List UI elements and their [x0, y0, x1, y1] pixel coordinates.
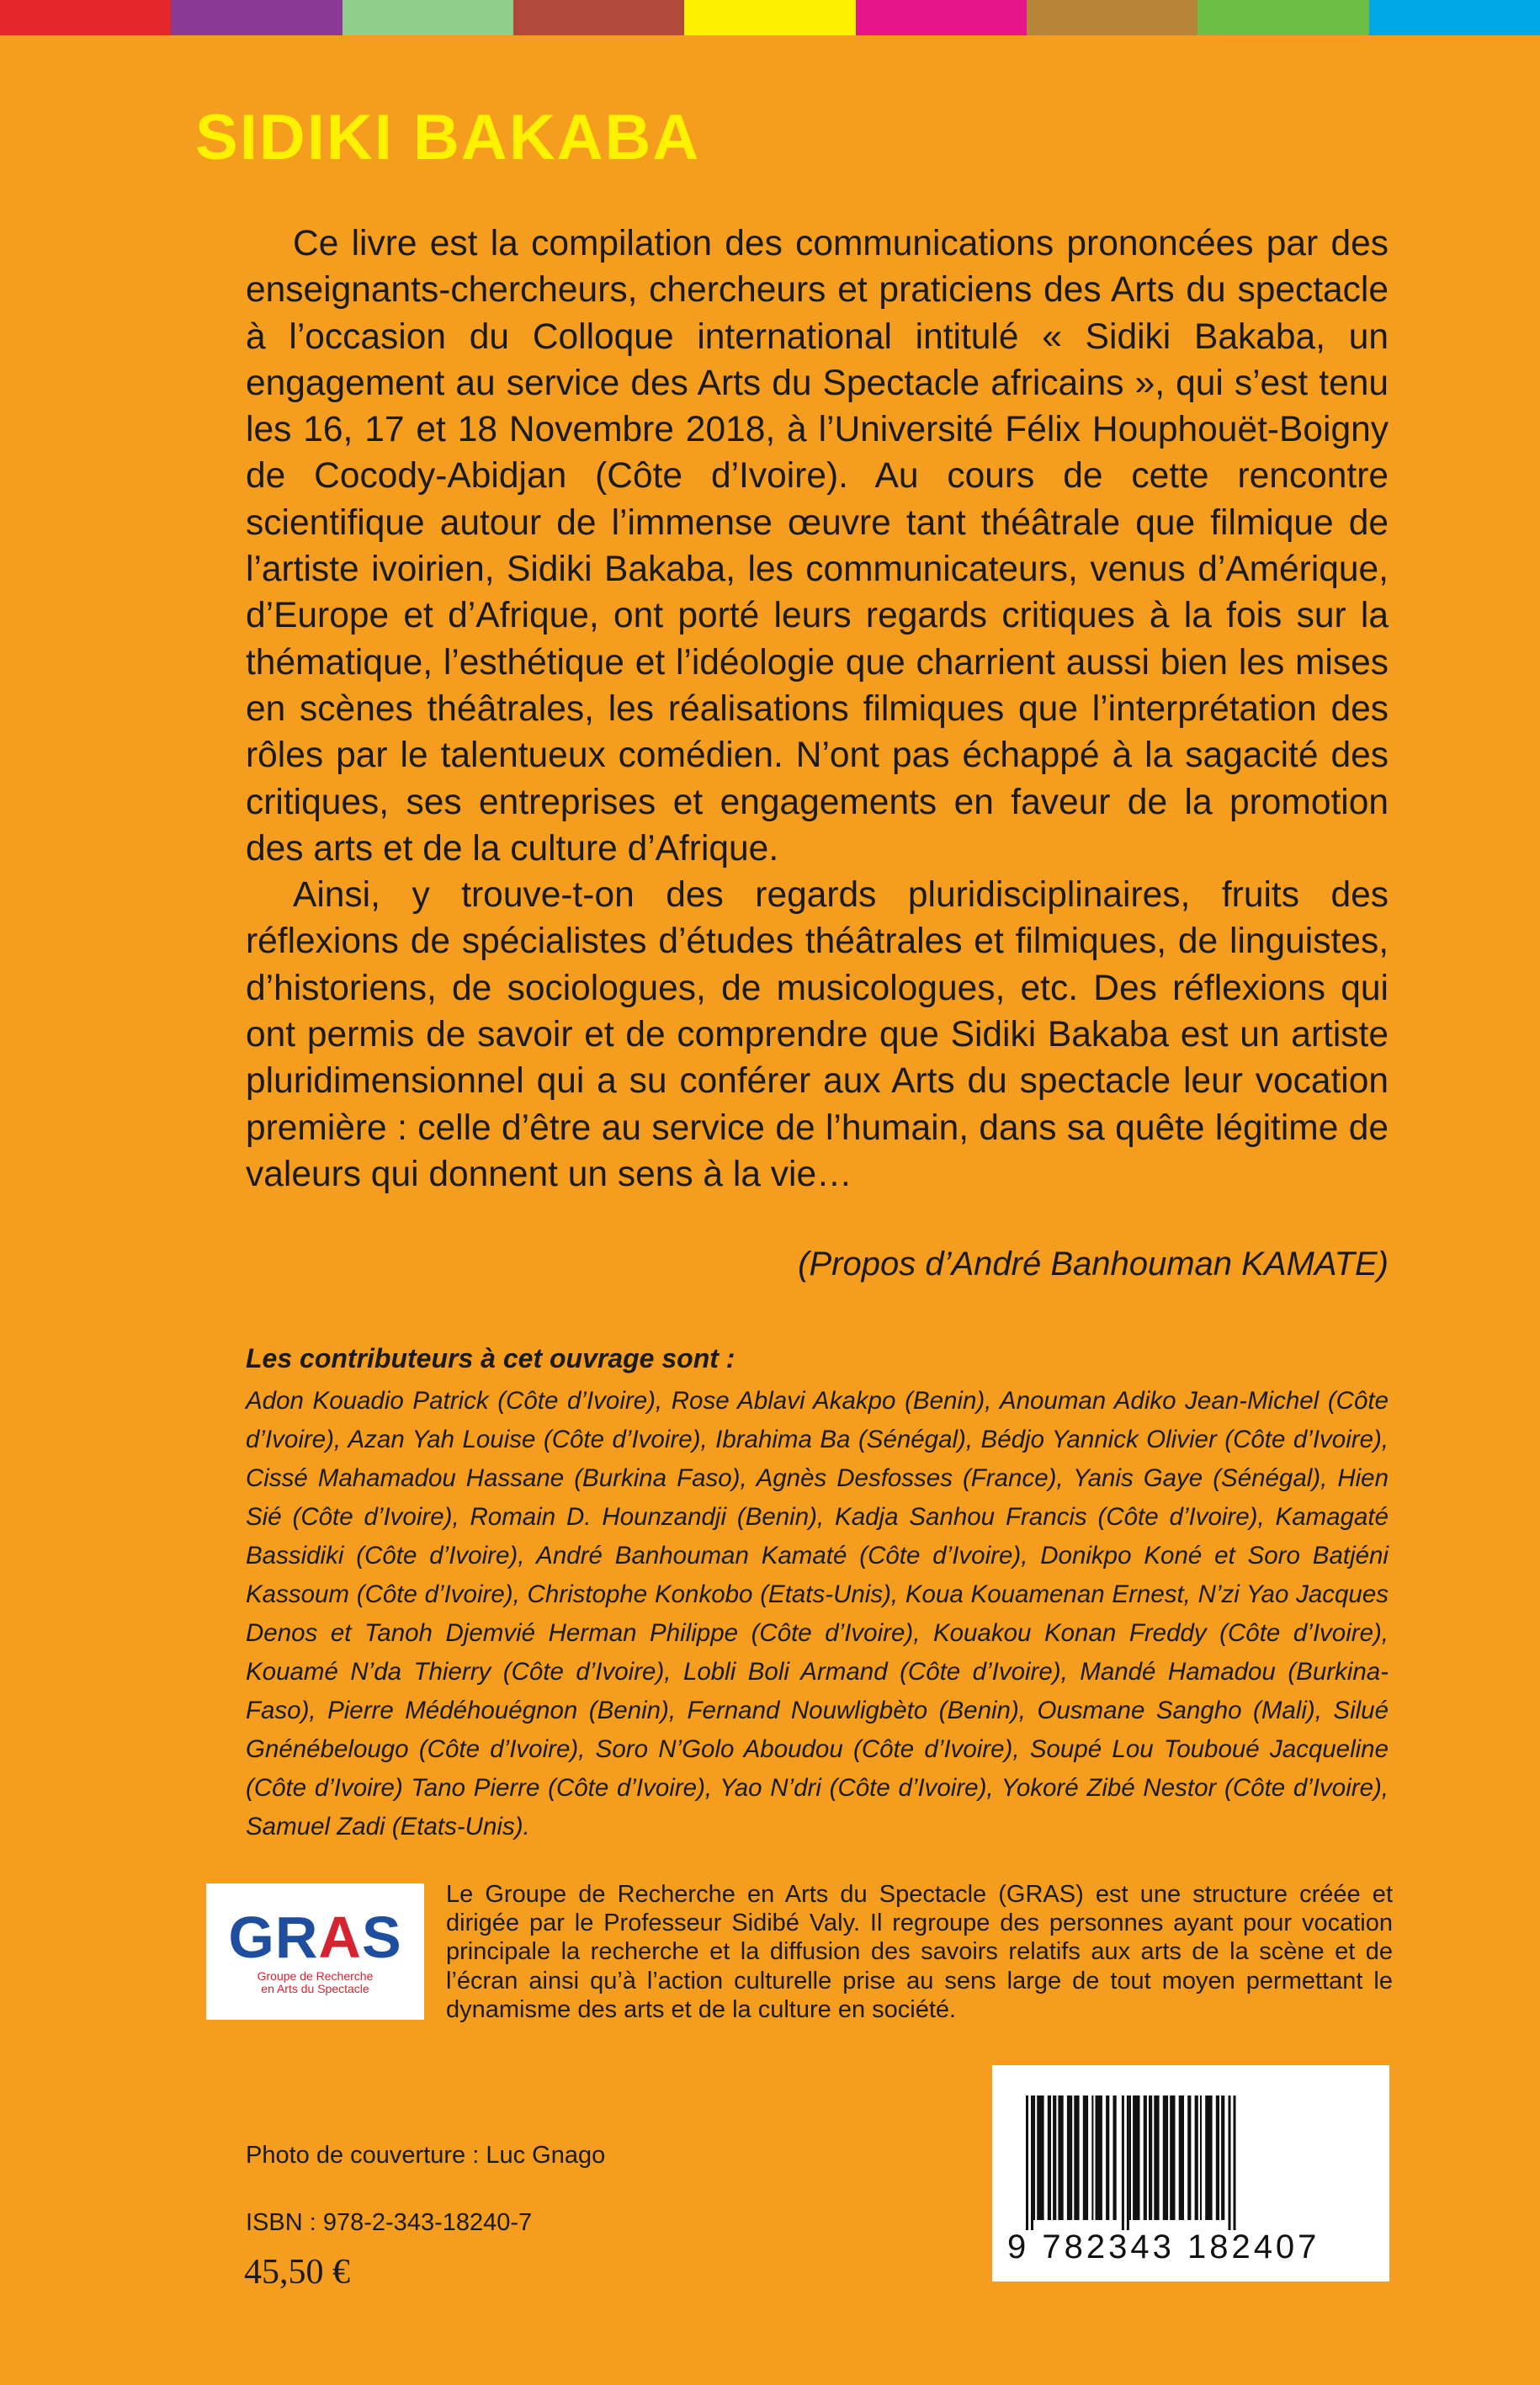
- barcode: [992, 2065, 1389, 2281]
- barcode-bar: [1187, 2096, 1191, 2220]
- barcode-bar: [1221, 2096, 1224, 2220]
- color-strip-segment: [171, 0, 342, 35]
- gras-logo-wordmark: [228, 1904, 402, 1970]
- barcode-bar: [1195, 2096, 1198, 2220]
- barcode-bar: [1096, 2096, 1102, 2220]
- barcode-bar: [1033, 2096, 1035, 2220]
- color-strip-segment: [856, 0, 1027, 35]
- barcode-bar: [1031, 2096, 1033, 2230]
- color-strip-segment: [1197, 0, 1368, 35]
- barcode-bar: [1163, 2096, 1168, 2220]
- color-strip-segment: [1369, 0, 1540, 35]
- color-strip-segment: [513, 0, 684, 35]
- contributors-heading: Les contributeurs à cet ouvrage sont :: [246, 1343, 735, 1373]
- barcode-bar: [1053, 2096, 1056, 2220]
- barcode-bar: [1113, 2096, 1117, 2220]
- photo-credit: Photo de couverture : Luc Gnago: [246, 2142, 606, 2169]
- barcode-bar: [1229, 2096, 1231, 2230]
- gras-letter-s: S: [361, 1904, 402, 1970]
- barcode-bar: [1067, 2096, 1072, 2220]
- barcode-bar: [1144, 2096, 1147, 2220]
- gras-caption-line-2: en Arts du Spectacle: [261, 1982, 369, 1995]
- barcode-bar: [1149, 2096, 1152, 2220]
- barcode-bar: [1170, 2096, 1175, 2220]
- barcode-bar: [1058, 2096, 1063, 2220]
- summary-text: [246, 220, 1389, 1198]
- color-strip-segment: [343, 0, 513, 35]
- barcode-bar: [1179, 2096, 1184, 2220]
- barcode-bar: [1133, 2096, 1139, 2220]
- color-strip: [0, 0, 1540, 35]
- barcode-bar: [1200, 2096, 1202, 2220]
- barcode-bar: [1074, 2096, 1079, 2220]
- barcode-bar: [1091, 2096, 1093, 2220]
- barcode-bars: [1026, 2096, 1354, 2230]
- color-strip-segment: [684, 0, 855, 35]
- gras-letter-g: G: [228, 1904, 275, 1970]
- barcode-bar: [1083, 2096, 1088, 2220]
- barcode-bar: [1127, 2096, 1129, 2230]
- color-strip-segment: [0, 0, 171, 35]
- barcode-bar: [1234, 2096, 1236, 2230]
- isbn: ISBN : 978-2-343-18240-7: [246, 2209, 533, 2236]
- barcode-bar: [1205, 2096, 1212, 2220]
- barcode-bar: [1037, 2096, 1043, 2220]
- summary-paragraph-1: Ce livre est la compilation des communications prononcées par des enseignants-chercheurs, chercheurs et praticiens des Arts du spectacle à l’occasion du Colloque international intitulé « Sidiki Bakaba, un engagement au service des Arts du Spectacle africains », qui s’est tenu les 16, 17 et 18 Novembre 2018, à l’Université Félix Houphouët-Boigny de Cocody-Abidjan (Côte d’Ivoire). Au cours de cette rencontre scientifique autour de l’immense œuvre tant théâtrale que filmique de l’artiste ivoirien, Sidiki Bakaba, les communicateurs, venus d’Amérique, d’Europe et d’Afrique, ont porté leurs regards critiques à la fois sur la thématique, l’esthétique et l’idéologie que charrient aussi bien les mises en scènes théâtrales, les réalisations filmiques que l’interprétation des rôles par le talentueux comédien. N’ont pas échappé à la sagacité des critiques, ses entreprises et engagements en faveur de la promotion des arts et de la culture d’Afrique.: [246, 224, 1389, 868]
- barcode-bar: [1026, 2096, 1028, 2230]
- attribution: (Propos d’André Banhouman KAMATE): [798, 1246, 1389, 1283]
- price: 45,50 €: [244, 2253, 350, 2292]
- summary-paragraph-2: Ainsi, y trouve-t-on des regards pluridisciplinaires, fruits des réflexions de spécialistes d’études théâtrales et filmiques, de linguistes, d’historiens, de sociologues, de musicologues, etc. Des réflexions qui ont permis de savoir et de comprendre que Sidiki Bakaba est un artiste pluridimensionnel qui a su conférer aux Arts du spectacle leur vocation première : celle d’être au service de l’humain, dans sa quête légitime de valeurs qui donnent un sens à la vie…: [246, 875, 1389, 1194]
- contributors-list: Adon Kouadio Patrick (Côte d’Ivoire), Rose Ablavi Akakpo (Benin), Anouman Adiko Jean-Michel (Côte d’Ivoire), Azan Yah Louise (Côte d’Ivoire), Ibrahima Ba (Sénégal), Bédjo Yannick Olivier (Côte d’Ivoire), Cissé Mahamadou Hassane (Burkina Faso), Agnès Desfosses (France), Yanis Gaye (Sénégal), Hien Sié (Côte d’Ivoire), Romain D. Hounzandji (Benin), Kadja Sanhou Francis (Côte d’Ivoire), Kamagaté Bassidiki (Côte d’Ivoire), André Banhouman Kamaté (Côte d’Ivoire), Donikpo Koné et Soro Batjéni Kassoum (Côte d’Ivoire), Christophe Konkobo (Etats-Unis), Koua Kouamenan Ernest, N’zi Yao Jacques Denos et Tanoh Djemvié Herman Philippe (Côte d’Ivoire), Kouakou Konan Freddy (Côte d’Ivoire), Kouamé N’da Thierry (Côte d’Ivoire), Lobli Boli Armand (Côte d’Ivoire), Mandé Hamadou (Burkina-Faso), Pierre Médéhouégnon (Benin), Fernand Nouwligbèto (Benin), Ousmane Sangho (Mali), Silué Gnénébelougo (Côte d’Ivoire), Soro N’Golo Aboudou (Côte d’Ivoire), Soupé Lou Touboué Jacqueline (Côte d’Ivoire) Tano Pierre (Côte d’Ivoire), Yao N’dri (Côte d’Ivoire), Yokoré Zibé Nestor (Côte d’Ivoire), Samuel Zadi (Etats-Unis).: [246, 1387, 1389, 1841]
- barcode-bar: [1106, 2096, 1109, 2220]
- gras-logo: [206, 1883, 424, 2020]
- barcode-number: 9 782343 182407: [1007, 2228, 1320, 2265]
- gras-letter-r: R: [274, 1904, 319, 1970]
- gras-description: Le Groupe de Recherche en Arts du Spectacle (GRAS) est une structure créée et dirigée par le Professeur Sidibé Valy. Il regroupe des personnes ayant pour vocation principale la recherche et la diffusion des savoirs relatifs aux arts de la scène et de l’écran ainsi qu’à l’action culturelle prise au sens large de tout moyen permettant le dynamisme des arts et de la culture en société.: [446, 1881, 1393, 2023]
- barcode-bar: [1216, 2096, 1219, 2220]
- book-title: SIDIKI BAKABA: [195, 102, 701, 173]
- gras-logo-caption: [258, 1970, 374, 1995]
- barcode-bar: [1048, 2096, 1051, 2220]
- barcode-bar: [1129, 2096, 1131, 2220]
- barcode-bar: [1154, 2096, 1159, 2220]
- color-strip-segment: [1027, 0, 1197, 35]
- barcode-bar: [1122, 2096, 1124, 2230]
- gras-caption-line-1: Groupe de Recherche: [257, 1969, 374, 1983]
- gras-letter-a: A: [318, 1904, 362, 1970]
